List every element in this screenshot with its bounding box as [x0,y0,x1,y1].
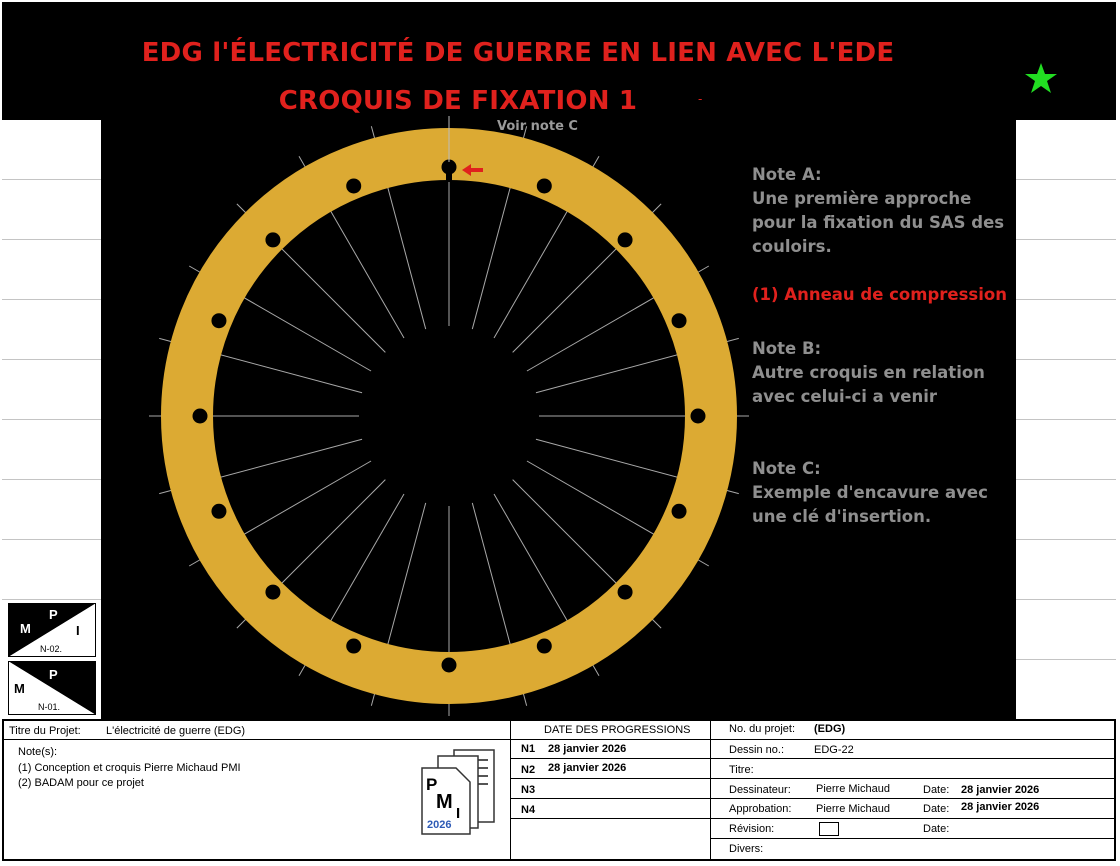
mpi-badge-n02 [8,603,96,657]
note-c-line-1: Exemple d'encavure avec [752,483,988,502]
info-row-line [710,739,1115,740]
bolt-hole [265,232,280,247]
bolt-hole [537,639,552,654]
approval-date-value: 28 janvier 2026 [961,801,1040,813]
note-b-line-1: Autre croquis en relation [752,363,985,382]
note-a-line-3: couloirs. [752,237,832,256]
drawing-no-value: EDG-22 [814,744,854,756]
bolt-hole [618,585,633,600]
bolt-hole [346,178,361,193]
pmi-logo [418,746,500,836]
note-c [752,457,988,529]
revision-date-label: Date: [923,823,950,835]
badge-n02-m: M [20,621,31,636]
info-row-line [710,798,1115,799]
progress-n3-label: N3 [521,784,536,796]
bolt-hole [346,639,361,654]
note-c-line-2: une clé d'insertion. [752,507,932,526]
tb-divider-2 [710,719,711,861]
page-subtitle: CROQUIS DE FIXATION 1 [278,86,638,116]
spoke-lines [149,116,749,716]
progress-row-line [510,758,710,759]
titre-label: Titre: [729,764,754,776]
revision-label: Révision: [729,823,775,835]
note-b-line-2: avec celui-ci a venir [752,387,938,406]
progress-row-line [510,798,710,799]
tb-top-border [2,719,1116,721]
ring-label: (1) Anneau de compression [752,285,1007,304]
note-b [752,337,985,409]
info-row-line [710,758,1115,759]
note-ring [752,283,1007,307]
badge-n02-code: N-02. [40,644,63,654]
page-title: EDG l'ÉLECTRICITÉ DE GUERRE EN LIEN AVEC L'EDE [141,38,895,68]
keyhole-slot-icon [446,168,452,182]
drafter-label: Dessinateur: [729,784,791,796]
progress-n2-label: N2 [521,764,536,776]
bolt-hole [193,409,208,424]
logo-i: I [456,805,461,822]
revision-box[interactable] [819,822,839,836]
bolt-hole [537,178,552,193]
drafter-date-value: 28 janvier 2026 [961,784,1040,796]
badge-n02-i: I [76,623,80,638]
mpi-badge-n01 [8,661,96,715]
bolt-hole [265,585,280,600]
project-no-label: No. du projet: [729,723,796,735]
approval-label: Approbation: [729,803,792,815]
badge-n01-code: N-01. [38,702,61,712]
badge-n02-p: P [49,607,58,622]
bolt-hole [211,313,226,328]
bolt-hole [442,658,457,673]
note-a-line-2: pour la fixation du SAS des [752,213,1005,232]
badge-n01-i: I [78,681,82,696]
drafter-date-label: Date: [923,784,950,796]
tb-project-row [2,739,510,740]
tb-right-border [1114,719,1116,861]
info-row-line [710,778,1115,779]
note-1: (1) Conception et croquis Pierre Michaud PMI [18,762,241,774]
info-row-line [710,818,1115,819]
bolt-hole [211,504,226,519]
project-no-value: (EDG) [814,723,846,735]
progress-n4-label: N4 [521,804,536,816]
callout-label: Voir note C [497,119,578,134]
note-2: (2) BADAM pour ce projet [18,777,144,789]
progress-row-line [510,739,710,740]
progress-n1-value: 28 janvier 2026 [548,743,627,755]
note-a [752,163,1004,259]
drawing-no-label: Dessin no.: [729,744,785,756]
project-title-value: L'électricité de guerre (EDG) [106,725,246,737]
note-c-heading: Note C: [752,459,821,478]
tb-left-border [2,719,4,861]
bolt-hole [618,232,633,247]
progress-n2-value: 28 janvier 2026 [548,762,627,774]
bolt-hole [672,313,687,328]
project-title-label: Titre du Projet: [9,725,81,737]
progress-n1-label: N1 [521,743,536,755]
badge-n01-p: P [49,667,58,682]
tb-divider-1 [510,719,511,861]
approval-date-label: Date: [923,803,950,815]
note-b-heading: Note B: [752,339,822,358]
badge-n01-m: M [14,681,25,696]
approval-value: Pierre Michaud [816,803,890,815]
divers-label: Divers: [729,843,764,855]
progress-header: DATE DES PROGRESSIONS [544,724,691,736]
bolt-hole [691,409,706,424]
progress-row-line [510,818,710,819]
tb-bottom-border [2,859,1116,861]
info-row-line [710,838,1115,839]
notes-label: Note(s): [18,746,58,758]
note-a-line-1: Une première approche [752,189,972,208]
logo-m: M [436,791,453,813]
logo-p: P [426,775,438,794]
progress-row-line [510,778,710,779]
drafter-value: Pierre Michaud [816,783,890,795]
note-a-heading: Note A: [752,165,822,184]
bolt-hole [672,504,687,519]
subtitle-dash: - [698,92,703,106]
logo-year: 2026 [427,819,452,831]
